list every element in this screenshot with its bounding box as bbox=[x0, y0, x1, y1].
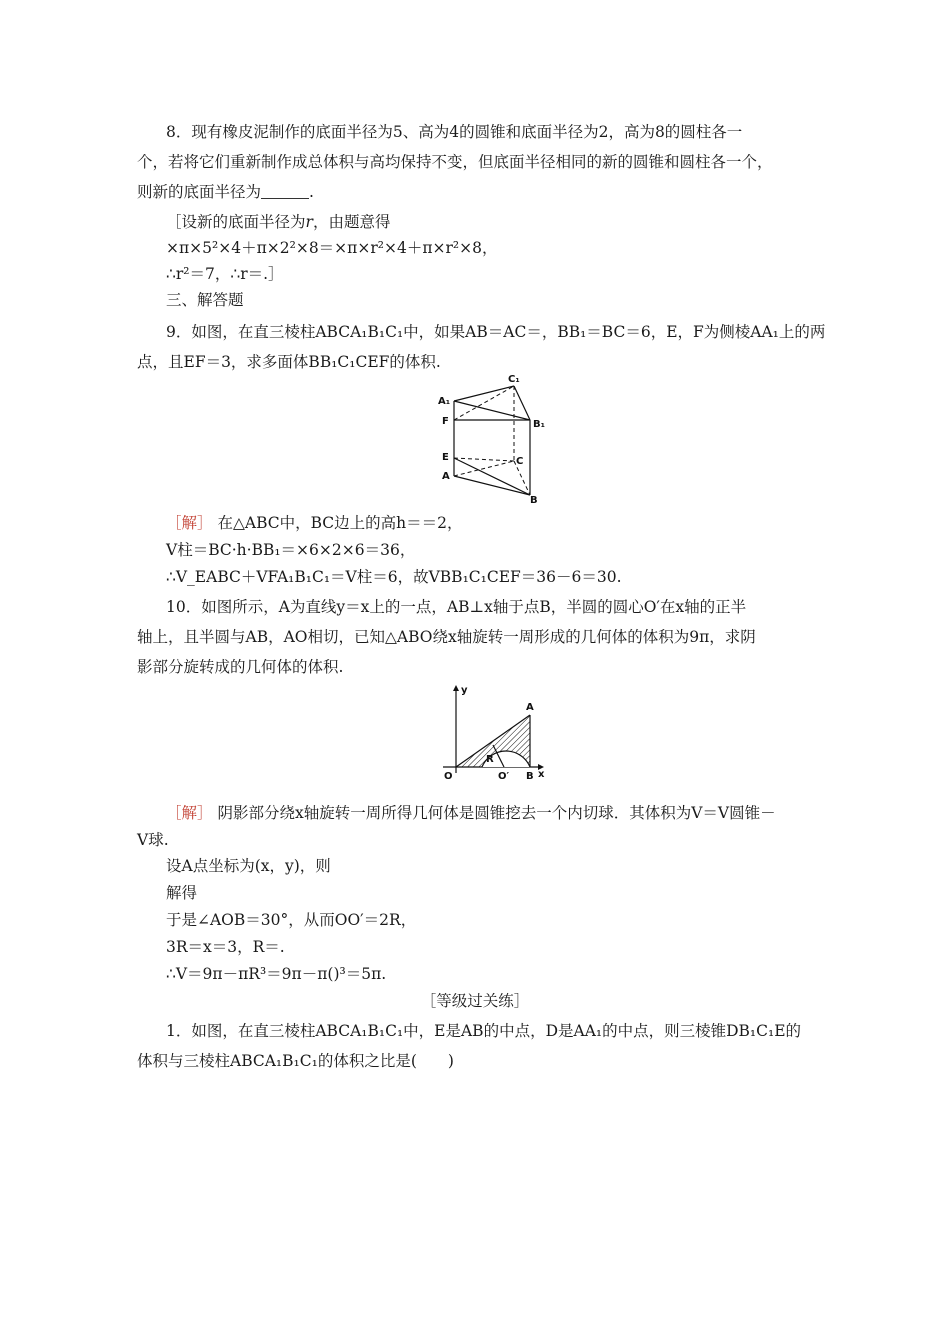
label-F: F bbox=[442, 416, 449, 427]
q8-sol1b-text: ，由题意得 bbox=[312, 213, 391, 231]
q9-line1: 9．如图，在直三棱柱ABCA₁B₁C₁中，如果AB＝AC＝，BB₁＝BC＝6，E，F为侧棱AA₁上的两 bbox=[166, 323, 826, 341]
q8-line3-end: . bbox=[309, 183, 314, 201]
q10-solution-line1b: V球. bbox=[137, 831, 169, 849]
q10-solution-line1 bbox=[166, 802, 776, 824]
q8-equation1: ×π×5²×4＋π×2²×8＝×π×r²×4＋π×r²×8， bbox=[166, 239, 498, 257]
label-A: A bbox=[526, 702, 534, 713]
q8-line1: 8．现有橡皮泥制作的底面半径为5、高为4的圆锥和底面半径为2，高为8的圆柱各一 bbox=[166, 123, 743, 141]
q8-line2: 个，若将它们重新制作成总体积与高均保持不变，但底面半径相同的新的圆锥和圆柱各一个， bbox=[137, 153, 773, 171]
q8-solution-line1: ［设新的底面半径为r，由题意得 bbox=[166, 213, 391, 231]
q8-line3-text: 则新的底面半径为 bbox=[137, 183, 262, 201]
label-x: x bbox=[538, 769, 545, 780]
q10-solution-line5: 3R＝x＝3，R＝. bbox=[166, 938, 285, 956]
label-O: O bbox=[444, 771, 453, 782]
q10-solution-line2: 设A点坐标为(x，y)，则 bbox=[166, 857, 331, 875]
q8-equation2: ∴r²＝7，∴r＝.］ bbox=[166, 265, 284, 283]
label-C: C bbox=[516, 456, 524, 467]
label-B: B bbox=[526, 771, 534, 782]
label-B1: B₁ bbox=[533, 419, 546, 430]
label-E: E bbox=[442, 452, 449, 463]
q10-solution-line3: 解得 bbox=[166, 884, 198, 902]
label-B: B bbox=[530, 495, 538, 506]
label-y: y bbox=[461, 685, 468, 696]
q8-line3 bbox=[137, 181, 314, 203]
q9-solution-tag: ［解］ bbox=[166, 514, 213, 532]
q10-line2: 轴上，且半圆与AB，AO相切，已知△ABO绕x轴旋转一周形成的几何体的体积为9π，求阴 bbox=[137, 628, 756, 646]
q9-sol1-text: 在△ABC中，BC边上的高h＝＝2， bbox=[217, 514, 463, 532]
q9-solution-line2: V柱＝BC·h·BB₁＝×6×2×6＝36， bbox=[166, 541, 416, 559]
semicircle-figure bbox=[438, 683, 558, 785]
p1-line2: 体积与三棱柱ABCA₁B₁C₁的体积之比是( ) bbox=[137, 1052, 454, 1070]
q10-line3: 影部分旋转成的几何体的体积. bbox=[137, 658, 344, 676]
label-A: A bbox=[442, 471, 450, 482]
q8-sol1-text: ［设新的底面半径为 bbox=[166, 213, 306, 231]
prism-figure bbox=[432, 372, 557, 507]
q10-sol1-text: 阴影部分绕x轴旋转一周所得几何体是圆锥挖去一个内切球．其体积为V＝V圆锥－ bbox=[217, 804, 776, 822]
q10-solution-tag: ［解］ bbox=[166, 804, 213, 822]
q9-solution-line3: ∴V_EABC＋VFA₁B₁C₁＝V柱＝6，故VBB₁C₁CEF＝36－6＝30. bbox=[166, 568, 622, 586]
answer-blank bbox=[261, 184, 309, 199]
label-R: R bbox=[486, 754, 494, 765]
q10-solution-line4: 于是∠AOB＝30°，从而OO′＝2R， bbox=[166, 911, 417, 929]
label-A1: A₁ bbox=[438, 396, 451, 407]
section-heading-3: 三、解答题 bbox=[166, 291, 244, 309]
q10-solution-line6: ∴V＝9π－πR³＝9π－π()³＝5π. bbox=[166, 965, 387, 983]
p1-line1: 1．如图，在直三棱柱ABCA₁B₁C₁中，E是AB的中点，D是AA₁的中点，则三棱锥DB₁C₁E的 bbox=[166, 1022, 802, 1040]
q9-line2: 点，且EF＝3，求多面体BB₁C₁CEF的体积. bbox=[137, 353, 441, 371]
label-O-prime: O′ bbox=[498, 771, 510, 782]
q10-line1: 10．如图所示，A为直线y＝x上的一点，AB⊥x轴于点B，半圆的圆心O′在x轴的正半 bbox=[166, 598, 747, 616]
section-heading-level: ［等级过关练］ bbox=[420, 992, 530, 1010]
q9-solution-line1 bbox=[166, 512, 463, 534]
label-C1: C₁ bbox=[508, 374, 520, 385]
